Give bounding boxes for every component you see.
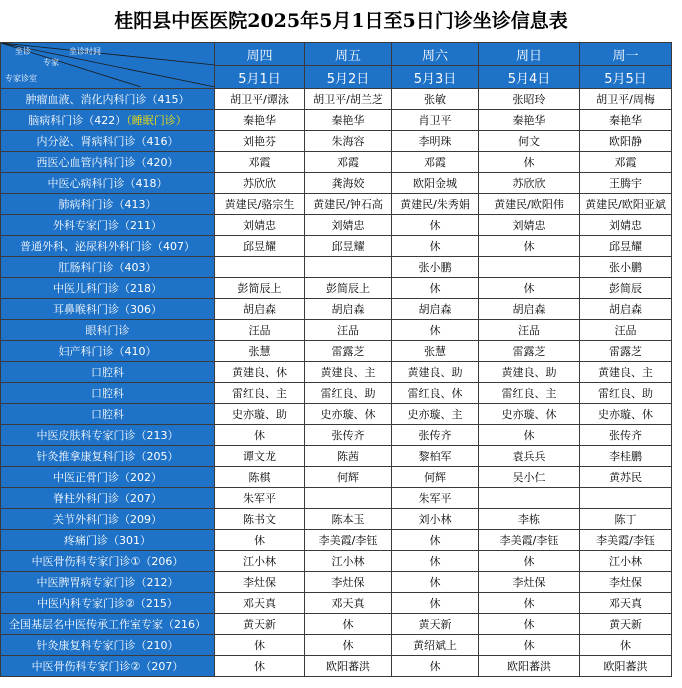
department-cell (1, 299, 215, 320)
doctor-cell: 朱海容 (305, 131, 392, 152)
doctor-cell: 休 (392, 530, 479, 551)
doctor-cell: 张小鹏 (392, 257, 479, 278)
department-cell (1, 383, 215, 404)
department-cell (1, 656, 215, 677)
doctor-cell: 刘婧忠 (479, 215, 580, 236)
weekday-cell: 周五 (305, 43, 392, 66)
doctor-cell: 陈书文 (215, 509, 305, 530)
department-label: 针灸推拿康复科门诊（205） (36, 450, 179, 463)
doctor-cell: 张敏 (392, 89, 479, 110)
date-cell: 5月2日 (305, 66, 392, 89)
table-row (1, 383, 672, 404)
department-label: 耳鼻喉科门诊（306） (53, 303, 162, 316)
department-label: 中医内科专家门诊②（215） (37, 597, 178, 610)
doctor-cell: 汪品 (479, 320, 580, 341)
doctor-cell: 邓霞 (215, 152, 305, 173)
table-row (1, 299, 672, 320)
table-row (1, 446, 672, 467)
doctor-cell: 陈丁 (580, 509, 672, 530)
doctor-cell: 欧阳蕃洪 (305, 656, 392, 677)
department-label: 肺病科门诊（413） (58, 198, 157, 211)
table-row (1, 635, 672, 656)
department-cell (1, 110, 215, 131)
doctor-cell: 欧阳蕃洪 (580, 656, 672, 677)
doctor-cell: 黄天新 (392, 614, 479, 635)
doctor-cell: 欧阳金城 (392, 173, 479, 194)
doctor-cell: 陈棋 (215, 467, 305, 488)
department-label: 外科专家门诊（211） (53, 219, 162, 232)
department-cell (1, 257, 215, 278)
department-label: 疼痛门诊（301） (64, 534, 151, 547)
doctor-cell: 欧阳蕃洪 (479, 656, 580, 677)
doctor-cell: 史亦璇、休 (580, 404, 672, 425)
doctor-cell: 休 (215, 635, 305, 656)
doctor-cell: 黄建良、助 (479, 362, 580, 383)
corner-label-top-left: 坐诊 (15, 47, 31, 56)
department-cell (1, 488, 215, 509)
doctor-cell: 李灶保 (215, 572, 305, 593)
table-row (1, 425, 672, 446)
doctor-cell: 黄建良、助 (392, 362, 479, 383)
doctor-cell: 胡启森 (479, 299, 580, 320)
doctor-cell: 胡卫平/周梅 (580, 89, 672, 110)
doctor-cell: 休 (392, 278, 479, 299)
table-row (1, 614, 672, 635)
doctor-cell: 汪品 (305, 320, 392, 341)
doctor-cell: 李灶保 (580, 572, 672, 593)
doctor-cell: 李美霞/李钰 (479, 530, 580, 551)
doctor-cell: 雷红良、主 (479, 383, 580, 404)
doctor-cell: 江小林 (305, 551, 392, 572)
doctor-cell: 雷红良、主 (215, 383, 305, 404)
doctor-cell: 朱军平 (392, 488, 479, 509)
doctor-cell: 彭简辰上 (215, 278, 305, 299)
department-label: 中医儿科门诊（218） (53, 282, 162, 295)
department-label: 内分泌、肾病科门诊（416） (36, 135, 179, 148)
table-row (1, 509, 672, 530)
doctor-cell: 江小林 (580, 551, 672, 572)
doctor-cell: 张慧 (392, 341, 479, 362)
corner-label-top-right: 坐诊时间 (69, 47, 101, 56)
weekday-cell: 周一 (580, 43, 672, 66)
doctor-cell: 雷红良、助 (580, 383, 672, 404)
weekday-cell: 周日 (479, 43, 580, 66)
doctor-cell: 秦艳华 (479, 110, 580, 131)
doctor-cell: 休 (479, 614, 580, 635)
doctor-cell: 胡卫平/谭泳 (215, 89, 305, 110)
doctor-cell: 何辉 (305, 467, 392, 488)
department-label: 中医骨伤科专家门诊①（206） (31, 555, 184, 568)
doctor-cell: 张小鹏 (580, 257, 672, 278)
department-label: 中医皮肤科专家门诊（213） (36, 429, 179, 442)
doctor-cell: 张慧 (215, 341, 305, 362)
department-label: 口腔科 (91, 408, 124, 421)
doctor-cell: 史亦璇、休 (305, 404, 392, 425)
table-row (1, 194, 672, 215)
table-row (1, 110, 672, 131)
department-cell (1, 551, 215, 572)
doctor-cell: 黄天新 (580, 614, 672, 635)
doctor-cell: 陈本玉 (305, 509, 392, 530)
table-row (1, 320, 672, 341)
date-cell: 5月4日 (479, 66, 580, 89)
doctor-cell: 黄建良、主 (305, 362, 392, 383)
doctor-cell: 黄建民/钟石高 (305, 194, 392, 215)
doctor-cell: 黎柏军 (392, 446, 479, 467)
doctor-cell: 黄建民/朱秀娟 (392, 194, 479, 215)
doctor-cell: 休 (215, 656, 305, 677)
doctor-cell: 王腾宇 (580, 173, 672, 194)
doctor-cell: 休 (479, 278, 580, 299)
doctor-cell (305, 257, 392, 278)
table-row (1, 572, 672, 593)
doctor-cell (305, 488, 392, 509)
doctor-cell: 朱军平 (215, 488, 305, 509)
doctor-cell: 史亦璇、助 (215, 404, 305, 425)
doctor-cell: 休 (479, 551, 580, 572)
doctor-cell: 欧阳静 (580, 131, 672, 152)
doctor-cell: 彭简辰上 (305, 278, 392, 299)
doctor-cell: 李美霞/李钰 (305, 530, 392, 551)
doctor-cell: 李明珠 (392, 131, 479, 152)
doctor-cell: 何文 (479, 131, 580, 152)
doctor-cell: 休 (392, 572, 479, 593)
department-cell (1, 278, 215, 299)
doctor-cell: 秦艳华 (580, 110, 672, 131)
table-row (1, 656, 672, 677)
department-label: 脑病科门诊（422） (28, 114, 127, 127)
page-title: 桂阳县中医医院2025年5月1日至5日门诊坐诊信息表 (114, 10, 568, 32)
doctor-cell: 肖卫平 (392, 110, 479, 131)
department-cell (1, 635, 215, 656)
table-row (1, 362, 672, 383)
table-row (1, 404, 672, 425)
doctor-cell: 雷红良、休 (392, 383, 479, 404)
weekday-cell: 周四 (215, 43, 305, 66)
doctor-cell: 休 (215, 425, 305, 446)
doctor-cell: 邓霞 (580, 152, 672, 173)
doctor-cell: 张传齐 (580, 425, 672, 446)
table-row (1, 236, 672, 257)
department-label: 肿瘤血液、消化内科门诊（415） (25, 93, 190, 106)
department-cell (1, 362, 215, 383)
department-label: 妇产科门诊（410） (58, 345, 157, 358)
doctor-cell: 休 (580, 635, 672, 656)
doctor-cell: 陈茜 (305, 446, 392, 467)
doctor-cell: 邓天真 (305, 593, 392, 614)
doctor-cell: 胡启森 (215, 299, 305, 320)
date-cell: 5月1日 (215, 66, 305, 89)
doctor-cell: 邱昱耀 (580, 236, 672, 257)
doctor-cell: 何辉 (392, 467, 479, 488)
doctor-cell: 邓天真 (215, 593, 305, 614)
date-cell: 5月3日 (392, 66, 479, 89)
doctor-cell: 刘婧忠 (580, 215, 672, 236)
department-label: 中医正骨门诊（202） (53, 471, 162, 484)
doctor-cell: 休 (392, 236, 479, 257)
doctor-cell: 休 (215, 530, 305, 551)
table-row (1, 593, 672, 614)
date-cell: 5月5日 (580, 66, 672, 89)
doctor-cell: 邓霞 (392, 152, 479, 173)
doctor-cell: 邓天真 (580, 593, 672, 614)
department-cell (1, 320, 215, 341)
weekday-cell: 周六 (392, 43, 479, 66)
doctor-cell: 史亦璇、主 (392, 404, 479, 425)
table-row (1, 278, 672, 299)
department-label: 中医脾胃病专家门诊（212） (36, 576, 179, 589)
doctor-cell: 汪品 (580, 320, 672, 341)
department-cell (1, 215, 215, 236)
department-cell (1, 446, 215, 467)
doctor-cell: 雷露芝 (305, 341, 392, 362)
department-cell (1, 467, 215, 488)
weekday-header-row (1, 43, 672, 66)
doctor-cell: 邱昱耀 (215, 236, 305, 257)
doctor-cell: 吴小仁 (479, 467, 580, 488)
doctor-cell: 黄建民/欧阳亚斌 (580, 194, 672, 215)
department-label: 肛肠科门诊（403） (58, 261, 157, 274)
department-label: 针灸康复科专家门诊（210） (36, 639, 179, 652)
doctor-cell: 休 (392, 215, 479, 236)
doctor-cell: 龚海姣 (305, 173, 392, 194)
table-row (1, 152, 672, 173)
doctor-cell: 汪品 (215, 320, 305, 341)
schedule-table (0, 42, 672, 677)
table-row (1, 467, 672, 488)
doctor-cell: 黄苏民 (580, 467, 672, 488)
doctor-cell: 李栋 (479, 509, 580, 530)
department-cell (1, 404, 215, 425)
table-row (1, 89, 672, 110)
doctor-cell: 胡启森 (580, 299, 672, 320)
corner-label-bottom-left: 专家诊室 (5, 74, 37, 83)
department-cell (1, 89, 215, 110)
doctor-cell: 李桂鹏 (580, 446, 672, 467)
table-row (1, 530, 672, 551)
doctor-cell: 休 (392, 593, 479, 614)
department-cell (1, 173, 215, 194)
doctor-cell (479, 488, 580, 509)
doctor-cell: 休 (479, 152, 580, 173)
doctor-cell: 黄建良、休 (215, 362, 305, 383)
doctor-cell: 雷露芝 (479, 341, 580, 362)
department-label: 中医骨伤科专家门诊②（207） (31, 660, 184, 673)
doctor-cell: 袁兵兵 (479, 446, 580, 467)
table-row (1, 131, 672, 152)
doctor-cell: 休 (305, 635, 392, 656)
doctor-cell: 休 (392, 656, 479, 677)
doctor-cell: 张昭玲 (479, 89, 580, 110)
department-label: 脊柱外科门诊（207） (53, 492, 162, 505)
doctor-cell: 刘婧忠 (305, 215, 392, 236)
doctor-cell: 休 (479, 593, 580, 614)
doctor-cell (479, 257, 580, 278)
doctor-cell: 休 (392, 551, 479, 572)
doctor-cell: 秦艳华 (305, 110, 392, 131)
doctor-cell: 苏欣欣 (215, 173, 305, 194)
header-corner-cell (1, 43, 215, 89)
department-cell (1, 341, 215, 362)
doctor-cell: 胡卫平/胡兰芝 (305, 89, 392, 110)
department-cell (1, 194, 215, 215)
table-row (1, 215, 672, 236)
corner-label-middle: 专家 (43, 58, 59, 67)
doctor-cell: 休 (305, 614, 392, 635)
department-cell (1, 425, 215, 446)
doctor-cell: 李灶保 (305, 572, 392, 593)
department-label: 普通外科、泌尿科外科门诊（407） (20, 240, 195, 253)
doctor-cell: 秦艳华 (215, 110, 305, 131)
doctor-cell: 休 (479, 236, 580, 257)
doctor-cell: 邓霞 (305, 152, 392, 173)
table-row (1, 488, 672, 509)
doctor-cell: 黄建民/欧阳伟 (479, 194, 580, 215)
doctor-cell: 史亦璇、休 (479, 404, 580, 425)
table-row (1, 551, 672, 572)
table-row (1, 341, 672, 362)
doctor-cell: 江小林 (215, 551, 305, 572)
doctor-cell: 刘艳芬 (215, 131, 305, 152)
table-row (1, 257, 672, 278)
doctor-cell: 黄天新 (215, 614, 305, 635)
department-note: （睡眠门诊） (126, 114, 187, 127)
doctor-cell: 彭简辰 (580, 278, 672, 299)
doctor-cell: 休 (479, 425, 580, 446)
doctor-cell: 黄绍斌上 (392, 635, 479, 656)
doctor-cell: 邱昱耀 (305, 236, 392, 257)
doctor-cell: 刘婧忠 (215, 215, 305, 236)
doctor-cell (580, 488, 672, 509)
doctor-cell: 李美霞/李钰 (580, 530, 672, 551)
department-cell (1, 614, 215, 635)
doctor-cell: 雷露芝 (580, 341, 672, 362)
doctor-cell: 李灶保 (479, 572, 580, 593)
department-cell (1, 593, 215, 614)
doctor-cell: 谭文龙 (215, 446, 305, 467)
doctor-cell: 休 (392, 320, 479, 341)
department-cell (1, 509, 215, 530)
department-label: 全国基层名中医传承工作室专家（216） (9, 618, 206, 631)
doctor-cell (215, 257, 305, 278)
department-cell (1, 131, 215, 152)
doctor-cell: 休 (479, 635, 580, 656)
department-cell (1, 530, 215, 551)
doctor-cell: 雷红良、助 (305, 383, 392, 404)
department-label: 口腔科 (91, 387, 124, 400)
department-label: 西医心血管内科门诊（420） (36, 156, 179, 169)
doctor-cell: 胡启森 (305, 299, 392, 320)
table-row (1, 173, 672, 194)
doctor-cell: 张传齐 (392, 425, 479, 446)
department-label: 关节外科门诊（209） (53, 513, 162, 526)
doctor-cell: 黄建民/骆宗生 (215, 194, 305, 215)
doctor-cell: 刘小林 (392, 509, 479, 530)
department-cell (1, 236, 215, 257)
department-label: 眼科门诊 (85, 324, 130, 337)
doctor-cell: 胡启森 (392, 299, 479, 320)
department-cell (1, 572, 215, 593)
doctor-cell: 苏欣欣 (479, 173, 580, 194)
doctor-cell: 黄建良、主 (580, 362, 672, 383)
department-cell (1, 152, 215, 173)
doctor-cell: 张传齐 (305, 425, 392, 446)
department-label: 中医心病科门诊（418） (47, 177, 168, 190)
department-label: 口腔科 (91, 366, 124, 379)
